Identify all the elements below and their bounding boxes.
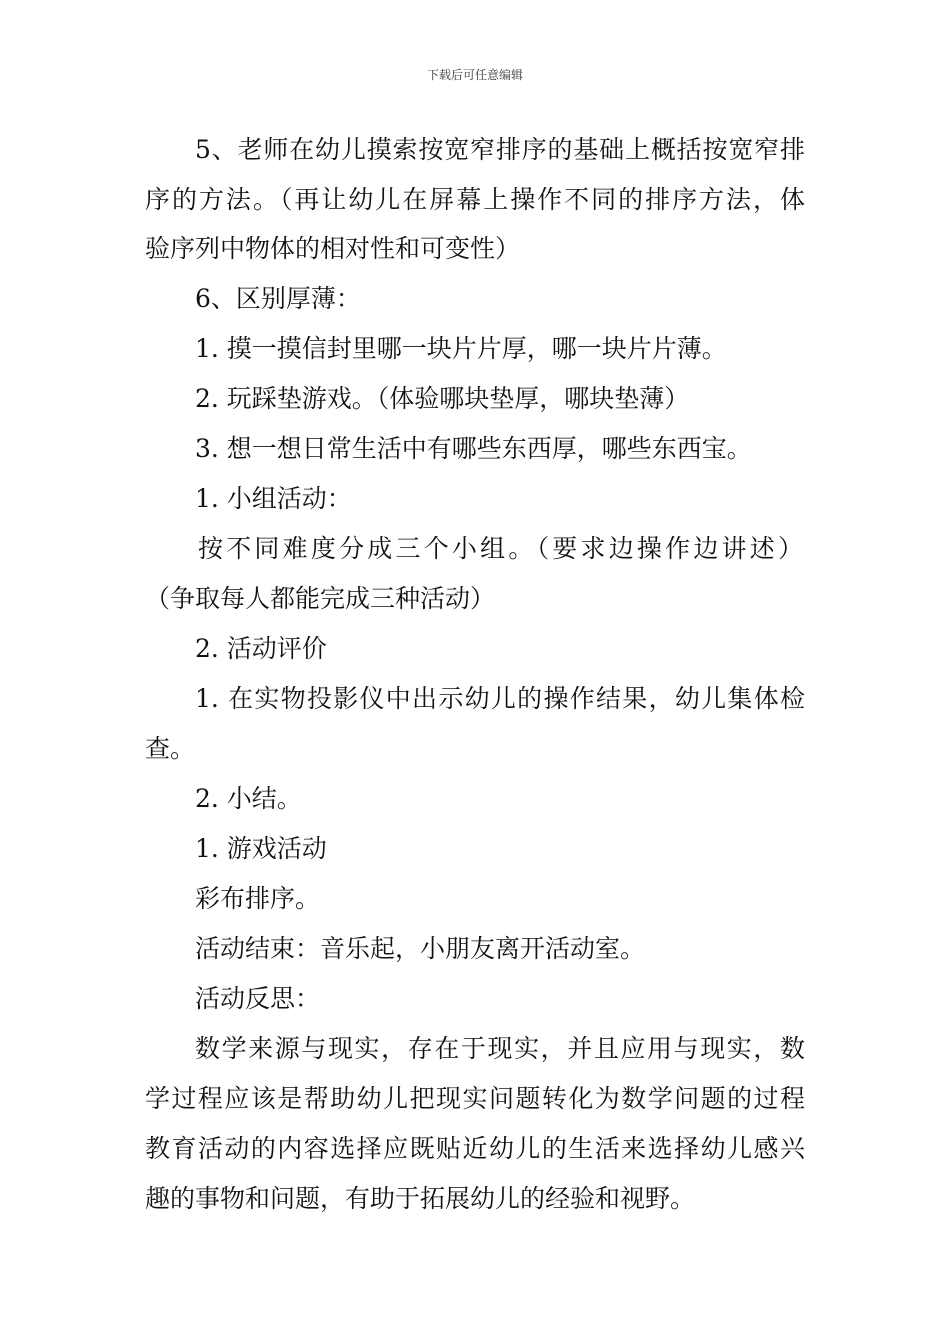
- list-item: 1. 游戏活动: [195, 834, 327, 863]
- list-item: 1. 在实物投影仪中出示幼儿的操作结果，幼儿集体检: [195, 684, 805, 713]
- list-item: 3. 想一想日常生活中有哪些东西厚，哪些东西宝。: [195, 434, 752, 463]
- list-item: 1. 摸一摸信封里哪一块片片厚，哪一块片片薄。: [195, 334, 727, 363]
- list-item: 2. 玩踩垫游戏。（体验哪块垫厚，哪块垫薄）: [195, 384, 690, 413]
- paragraph-line: 彩布排序。: [195, 884, 321, 913]
- paragraph-line: 教育活动的内容选择应既贴近幼儿的生活来选择幼儿感兴: [145, 1134, 805, 1163]
- paragraph-line: 5、老师在幼儿摸索按宽窄排序的基础上概括按宽窄排: [195, 135, 805, 164]
- paragraph-line: 数学来源与现实，存在于现实，并且应用与现实，数: [195, 1034, 805, 1063]
- section-heading: 活动反思：: [195, 984, 321, 1013]
- list-item: 2. 小结。: [195, 784, 302, 813]
- paragraph-line: （争取每人都能完成三种活动）: [145, 584, 496, 613]
- paragraph-line: 验序列中物体的相对性和可变性）: [145, 234, 521, 263]
- paragraph-line: 按不同难度分成三个小组。（要求边操作边讲述）: [198, 534, 803, 563]
- paragraph-line: 查。: [145, 734, 196, 763]
- section-heading: 6、区别厚薄：: [195, 284, 361, 313]
- paragraph-line: 趣的事物和问题，有助于拓展幼儿的经验和视野。: [145, 1184, 696, 1213]
- paragraph-line: 学过程应该是帮助幼儿把现实问题转化为数学问题的过程: [145, 1084, 805, 1113]
- list-item: 1. 小组活动：: [195, 484, 352, 513]
- page-header-note: 下载后可任意编辑: [426, 68, 523, 82]
- paragraph-line: 序的方法。（再让幼儿在屏幕上操作不同的排序方法，体: [145, 185, 805, 214]
- list-item: 2. 活动评价: [195, 634, 327, 663]
- paragraph-line: 活动结束：音乐起，小朋友离开活动室。: [195, 934, 646, 963]
